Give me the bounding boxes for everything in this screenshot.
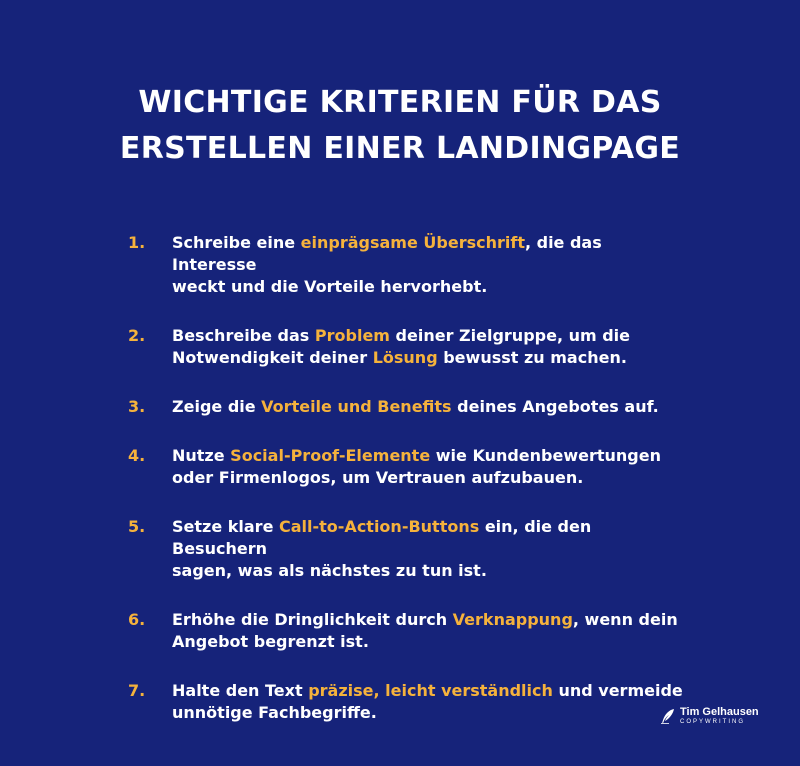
body-text: Halte den Text — [172, 681, 309, 700]
highlight-text: Social-Proof-Elemente — [230, 446, 431, 465]
item-number: 7. — [128, 681, 146, 700]
body-text: und vermeide — [552, 681, 683, 700]
body-text: unnötige Fachbegriffe. — [172, 703, 377, 722]
title-line-2: ERSTELLEN EINER LANDINGPAGE — [119, 131, 681, 166]
item-number: 4. — [128, 446, 146, 465]
item-text — [172, 232, 688, 298]
body-text: bewusst zu machen. — [437, 348, 627, 367]
body-text: Angebot begrenzt ist. — [172, 632, 369, 651]
body-text: Notwendigkeit deiner — [172, 348, 373, 367]
highlight-text: Lösung — [372, 348, 438, 367]
list-item — [128, 680, 688, 724]
criteria-list — [128, 232, 688, 751]
list-item — [128, 396, 688, 418]
body-text: Schreibe eine — [172, 233, 301, 252]
list-item — [128, 232, 688, 298]
list-item — [128, 445, 688, 489]
body-text: sagen, was als nächstes zu tun ist. — [172, 561, 487, 580]
highlight-text: Verknappung — [452, 610, 573, 629]
item-number: 1. — [128, 233, 146, 252]
item-text — [172, 680, 683, 724]
item-number: 6. — [128, 610, 146, 629]
body-text: oder Firmenlogos, um Vertrauen aufzubauen. — [172, 468, 584, 487]
body-text: Nutze — [172, 446, 231, 465]
item-number: 5. — [128, 517, 146, 536]
body-text: , wenn dein — [572, 610, 678, 629]
page-title — [0, 80, 800, 172]
item-text — [172, 325, 630, 369]
body-text: , die das Interesse — [172, 233, 602, 274]
highlight-text: einprägsame Überschrift — [300, 233, 525, 252]
item-text — [172, 609, 678, 653]
brand-tagline: COPYWRITING — [680, 719, 745, 725]
body-text: wie Kundenbewertungen — [430, 446, 661, 465]
body-text: Setze klare — [172, 517, 279, 536]
title-line-1: WICHTIGE KRITERIEN FÜR DAS — [138, 85, 662, 120]
list-item — [128, 325, 688, 369]
body-text: deines Angebotes auf. — [451, 397, 659, 416]
item-text — [172, 516, 688, 582]
item-number: 2. — [128, 326, 146, 345]
list-item — [128, 609, 688, 653]
highlight-text: präzise, leicht verständlich — [308, 681, 553, 700]
body-text: Erhöhe die Dringlichkeit durch — [172, 610, 453, 629]
body-text: ein, die den Besuchern — [172, 517, 592, 558]
highlight-text: Call-to-Action-Buttons — [279, 517, 480, 536]
item-text — [172, 445, 661, 489]
body-text: weckt und die Vorteile hervorhebt. — [172, 277, 488, 296]
body-text: Zeige die — [172, 397, 262, 416]
body-text: Beschreibe das — [172, 326, 315, 345]
quill-icon — [660, 708, 676, 724]
item-text — [172, 396, 659, 418]
brand-name: Tim Gelhausen — [680, 706, 759, 718]
highlight-text: Problem — [314, 326, 390, 345]
item-number: 3. — [128, 397, 146, 416]
list-item — [128, 516, 688, 582]
highlight-text: Vorteile und Benefits — [261, 397, 452, 416]
brand-logo — [660, 706, 759, 726]
body-text: deiner Zielgruppe, um die — [389, 326, 631, 345]
